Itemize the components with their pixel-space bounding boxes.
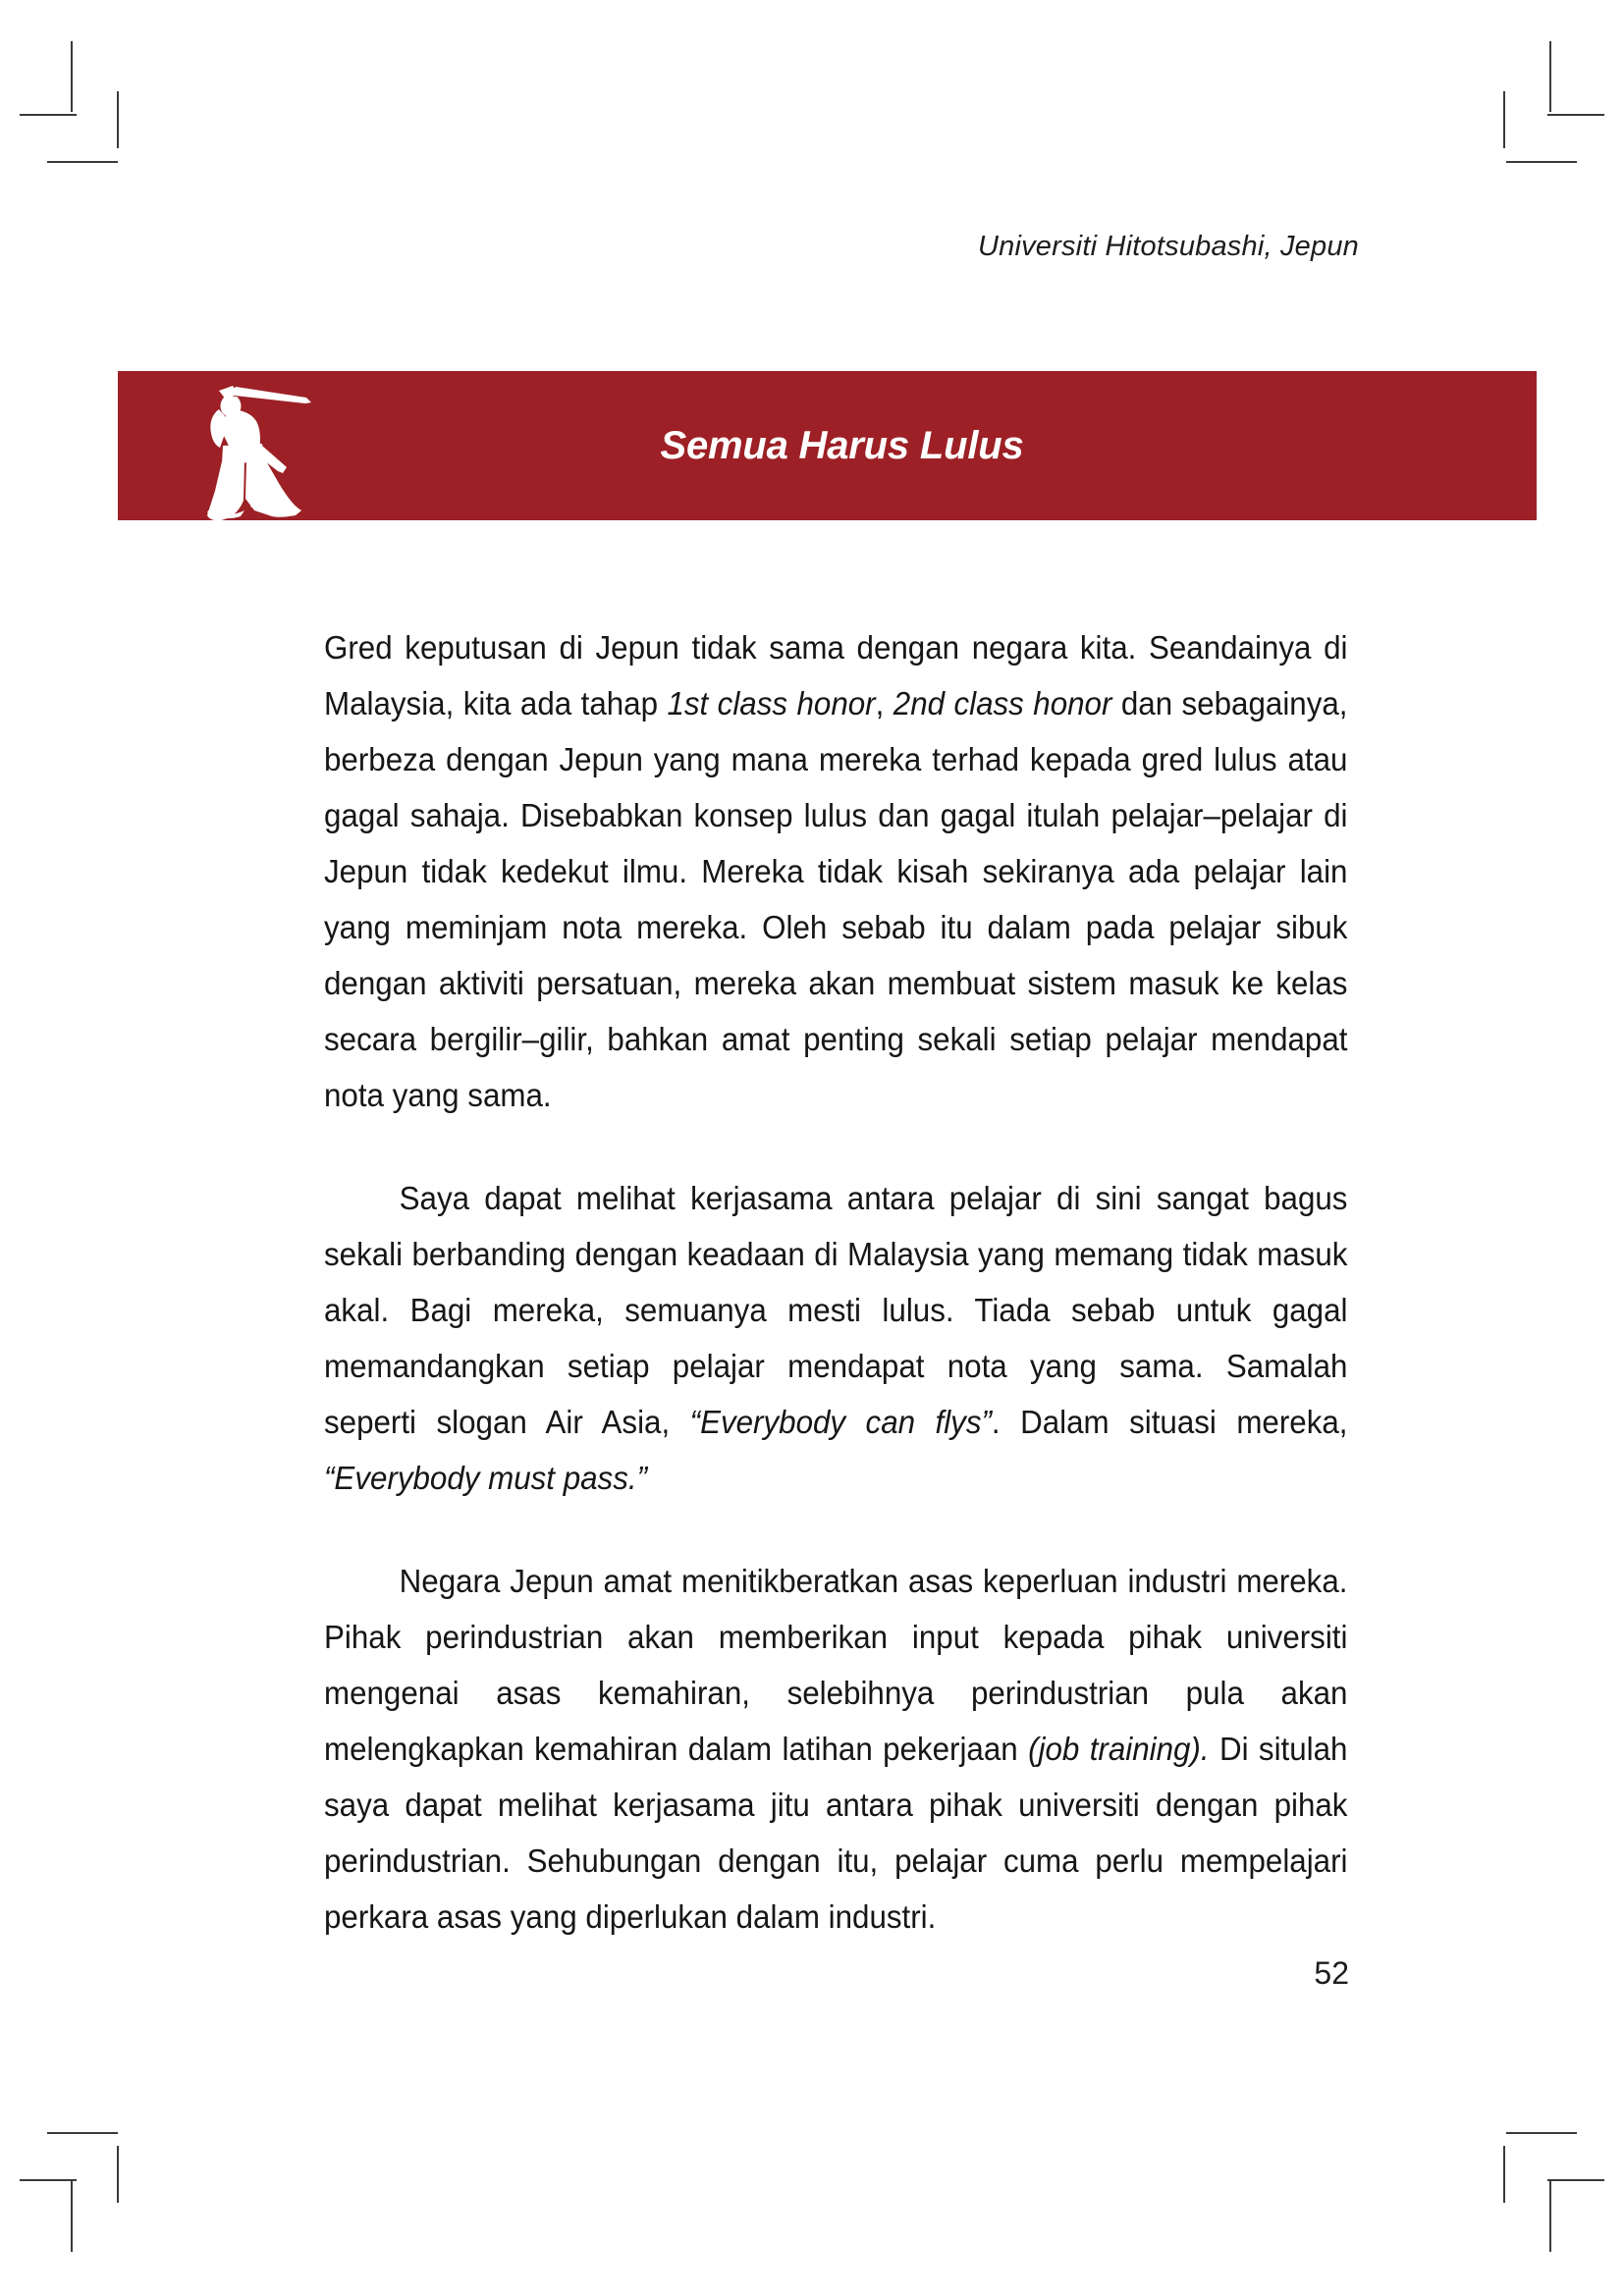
crop-mark-top-left-outer-vertical: [71, 41, 73, 112]
crop-mark-bottom-left-outer-horizontal: [20, 2179, 77, 2181]
crop-mark-top-right-inner-vertical: [1503, 91, 1505, 148]
crop-mark-bottom-right-inner-vertical: [1503, 2146, 1505, 2203]
crop-mark-bottom-right-inner-horizontal: [1506, 2132, 1577, 2134]
text-run: Negara Jepun amat menitikberatkan asas keperluan industri mereka. Pihak perindustrian akan memberikan input kepada pihak universiti mengenai asas kemahiran, selebihnya perindustrian pula akan melengkapkan kemahiran dalam latihan pekerjaan: [324, 1564, 1348, 1768]
crop-mark-bottom-left-inner-vertical: [117, 2146, 119, 2203]
crop-mark-bottom-right-outer-vertical: [1549, 2181, 1551, 2252]
text-run: Gred keputusan di Jepun tidak sama dengan negara kita. Seandainya di Malaysia, kita ada tahap: [324, 630, 1348, 722]
emphasis-run: 2nd class honor: [893, 686, 1112, 722]
crop-mark-top-right-outer-vertical: [1549, 41, 1551, 112]
paragraph-3: [324, 1554, 1347, 1946]
running-header: Universiti Hitotsubashi, Jepun: [977, 231, 1359, 262]
emphasis-run: “Everybody must pass.”: [324, 1461, 648, 1497]
body-text-column: [324, 620, 1347, 1946]
crop-mark-bottom-right-outer-horizontal: [1547, 2179, 1604, 2181]
page-number: 52: [1314, 1955, 1349, 1991]
text-run: . Dalam situasi mereka,: [991, 1405, 1348, 1441]
paragraph-1: [324, 620, 1347, 1124]
emphasis-run: “Everybody can flys”: [689, 1405, 992, 1441]
crop-mark-top-right-inner-horizontal: [1506, 161, 1577, 163]
text-run: ,: [875, 686, 893, 722]
emphasis-run: 1st class honor: [667, 686, 876, 722]
text-run: dan sebagainya, berbeza dengan Jepun yang mana mereka terhad kepada gred lulus atau gagal sahaja. Disebabkan konsep lulus dan gagal itulah pelajar–pelajar di Jepun tidak kedekut ilmu. Mereka tidak kisah sekiranya ada pelajar lain yang meminjam nota mereka. Oleh sebab itu dalam pada pelajar sibuk dengan aktiviti persatuan, mereka akan membuat sistem masuk ke kelas secara bergilir–gilir, bahkan amat penting sekali setiap pelajar mendapat nota yang sama.: [324, 686, 1348, 1114]
crop-mark-top-left-inner-horizontal: [47, 161, 118, 163]
crop-mark-bottom-left-inner-horizontal: [47, 2132, 118, 2134]
crop-mark-top-left-inner-vertical: [117, 91, 119, 148]
crop-mark-top-right-outer-horizontal: [1547, 114, 1604, 116]
text-run: Di situlah saya dapat melihat kerjasama jitu antara pihak universiti dengan pihak perindustrian. Sehubungan dengan itu, pelajar cuma perlu mempelajari perkara asas yang diperlukan dalam industri.: [324, 1732, 1348, 1936]
crop-mark-top-left-outer-horizontal: [20, 114, 77, 116]
paragraph-2: [324, 1171, 1347, 1507]
text-run: Saya dapat melihat kerjasama antara pelajar di sini sangat bagus sekali berbanding dengan keadaan di Malaysia yang memang tidak masuk akal. Bagi mereka, semuanya mesti lulus. Tiada sebab untuk gagal memandangkan setiap pelajar mendapat nota yang sama. Samalah seperti slogan Air Asia,: [324, 1181, 1348, 1441]
chapter-title: Semua Harus Lulus: [660, 423, 1024, 467]
emphasis-run: (job training).: [1028, 1732, 1210, 1768]
crop-mark-bottom-left-outer-vertical: [71, 2181, 73, 2252]
